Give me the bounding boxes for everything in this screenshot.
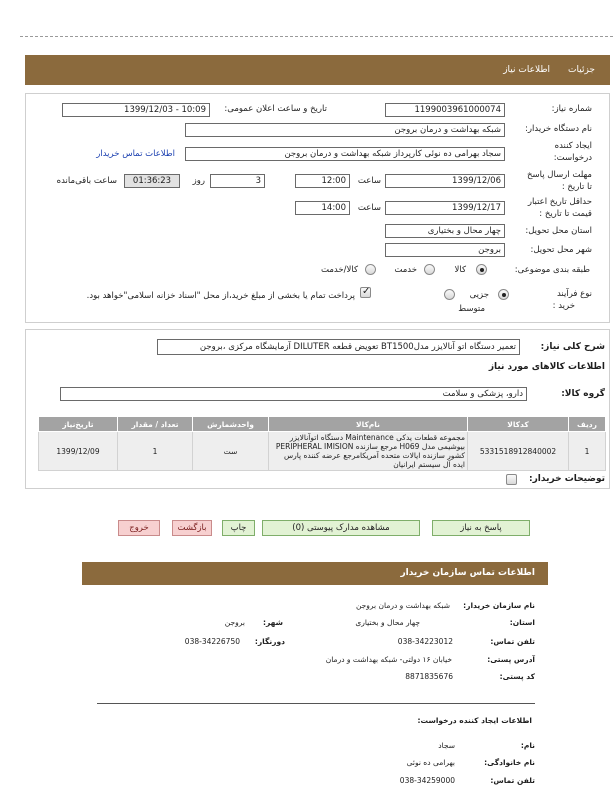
- print-button[interactable]: چاپ: [222, 520, 255, 536]
- radio-category-both-label: کالا/خدمت: [321, 265, 358, 275]
- creator-last-name-label: نام خانوادگی:: [484, 758, 535, 767]
- view-attachments-button[interactable]: مشاهده مدارک پیوستی (0): [262, 520, 420, 536]
- buyer-notes-label: توضیحات خریدار:: [529, 474, 605, 484]
- contact-divider: [97, 703, 535, 704]
- validity-date-field[interactable]: 1399/12/17: [385, 201, 505, 215]
- deadline-date-field[interactable]: 1399/12/06: [385, 174, 505, 188]
- table-row: [39, 432, 606, 471]
- province-field[interactable]: چهار محال و بختیاری: [385, 224, 505, 238]
- table-header-row: [39, 417, 606, 432]
- creator-phone-value: 038-34259000: [399, 776, 455, 785]
- need-number-field[interactable]: 1199003961000074: [385, 103, 505, 117]
- process-label-line2: خرید :: [552, 301, 575, 311]
- requester-field[interactable]: سجاد بهرامی ده نوئی کارپرداز شبکه بهداشت و درمان بروجن: [185, 147, 505, 161]
- deadline-time-label: ساعت: [357, 176, 381, 186]
- validity-label-line2: قیمت تا تاریخ :: [539, 209, 592, 219]
- cell-row-number: 1: [569, 432, 606, 471]
- description-field[interactable]: تعمیر دستگاه اتو آنالایزر مدلBT1500 تعویض قطعه DILUTER آزمایشگاه مرکزی ،بروجن: [157, 339, 520, 355]
- radio-category-goods[interactable]: [476, 264, 487, 275]
- buyer-contact-link[interactable]: اطلاعات تماس خریدار: [96, 149, 175, 159]
- contact-province-label: استان:: [509, 618, 535, 627]
- validity-time-field[interactable]: 14:00: [295, 201, 350, 215]
- col-header-code: کدکالا: [468, 417, 569, 432]
- radio-category-goods-label: کالا: [454, 265, 466, 275]
- cell-date: 1399/12/09: [39, 432, 118, 471]
- deadline-label-line2: تا تاریخ :: [561, 182, 592, 192]
- contact-address-label: آدرس پستی:: [487, 655, 535, 664]
- need-number-label: شماره نیاز:: [551, 104, 592, 114]
- col-header-date: تاریخ‌نیاز: [39, 417, 118, 432]
- back-button[interactable]: بازگشت: [172, 520, 212, 536]
- category-label: طبقه بندی موضوعی:: [514, 265, 590, 275]
- contact-fax-value: 038-34226750: [184, 637, 240, 646]
- header-bar: [25, 55, 610, 85]
- description-label: شرح کلی نیاز:: [540, 342, 605, 352]
- contact-header-bar: [82, 562, 548, 585]
- col-header-name: نام‌کالا: [269, 417, 468, 432]
- deadline-time-field[interactable]: 12:00: [295, 174, 350, 188]
- radio-process-minor-label: جزیی: [469, 290, 489, 300]
- process-label-line1: نوع فرآیند: [556, 289, 592, 299]
- cell-name: مجموعه قطعات یدکی Maintenance دستگاه اتوآنالایزر بیوشیمی مدل H069 مرجع سازنده PERIPHERAL IMISION کشور سازنده ایالات متحده آمریکامرجع عرضه کننده پارس ایده آل سیستم ایرانیان: [269, 432, 468, 471]
- buyer-org-field[interactable]: شبکه بهداشت و درمان بروجن: [185, 123, 505, 137]
- city-label: شهر محل تحویل:: [530, 245, 592, 255]
- contact-postal-value: 8871835676: [405, 672, 453, 681]
- creator-first-name-value: سجاد: [438, 741, 455, 750]
- respond-button[interactable]: پاسخ به نیاز: [432, 520, 530, 536]
- goods-group-field[interactable]: دارو، پزشکی و سلامت: [60, 387, 527, 401]
- announce-date-label: تاریخ و ساعت اعلان عمومی:: [224, 104, 327, 114]
- radio-category-both[interactable]: [365, 264, 376, 275]
- cell-code: 5331518912840002: [468, 432, 569, 471]
- radio-category-service-label: خدمت: [394, 265, 417, 275]
- contact-address-value: خیابان ۱۶ دولتی- شبکه بهداشت و درمان: [325, 655, 452, 664]
- contact-phone-label: تلفن تماس:: [490, 637, 535, 646]
- deadline-days-field[interactable]: 3: [210, 174, 265, 188]
- contact-city-value: بروجن: [224, 618, 245, 627]
- buyer-notes-checkbox[interactable]: [506, 474, 517, 485]
- requester-label-line2: درخواست:: [553, 153, 592, 163]
- radio-process-minor[interactable]: [498, 289, 509, 300]
- cell-unit: ست: [193, 432, 269, 471]
- creator-phone-label: تلفن تماس:: [490, 776, 535, 785]
- contact-org-label: نام سازمان خریدار:: [463, 601, 535, 610]
- exit-button[interactable]: خروج: [118, 520, 160, 536]
- radio-category-service[interactable]: [424, 264, 435, 275]
- remaining-time-display: 01:36:23: [124, 174, 180, 188]
- validity-time-label: ساعت: [357, 203, 381, 213]
- radio-process-medium-label: متوسط: [458, 304, 485, 314]
- days-label: روز: [192, 176, 205, 186]
- col-header-quantity: تعداد / مقدار: [118, 417, 193, 432]
- tab-need-info[interactable]: اطلاعات نیاز: [503, 65, 550, 75]
- goods-table: [38, 416, 606, 471]
- contact-city-label: شهر:: [263, 618, 283, 627]
- top-divider: [20, 36, 613, 37]
- validity-label-line1: حداقل تاریخ اعتبار: [527, 197, 592, 207]
- creator-last-name-value: بهرامی ده نوئی: [406, 758, 455, 767]
- contact-fax-label: دورنگار:: [254, 637, 285, 646]
- contact-org-value: شبکه بهداشت و درمان بروجن: [355, 601, 450, 610]
- cell-quantity: 1: [118, 432, 193, 471]
- city-field[interactable]: بروجن: [385, 243, 505, 257]
- announce-date-field[interactable]: 1399/12/03 - 10:09: [62, 103, 210, 117]
- creator-first-name-label: نام:: [520, 741, 535, 750]
- province-label: استان محل تحویل:: [525, 226, 592, 236]
- contact-title: اطلاعات تماس سازمان خریدار: [400, 568, 535, 578]
- remaining-time-label: ساعت باقی‌مانده: [56, 176, 117, 186]
- deadline-label-line1: مهلت ارسال پاسخ: [527, 170, 592, 180]
- goods-group-label: گروه کالا:: [561, 389, 605, 399]
- requester-label-line1: ایجاد کننده: [554, 141, 592, 151]
- goods-section-title: اطلاعات کالاهای مورد نیاز: [488, 362, 605, 372]
- col-header-unit: واحدشمارش: [193, 417, 269, 432]
- creator-title: اطلاعات ایجاد کننده درخواست:: [417, 716, 532, 725]
- contact-province-value: چهار محال و بختیاری: [355, 618, 420, 627]
- contact-phone-value: 038-34223012: [397, 637, 453, 646]
- treasury-text: پرداخت تمام یا بخشی از مبلغ خرید،از محل "اسناد خزانه اسلامی"خواهد بود.: [86, 291, 355, 301]
- tab-details[interactable]: جزئیات: [568, 65, 595, 75]
- col-header-row-number: ردیف: [569, 417, 606, 432]
- treasury-checkbox[interactable]: [360, 287, 371, 298]
- buyer-org-label: نام دستگاه خریدار:: [525, 124, 592, 134]
- contact-postal-label: کد پستی:: [499, 672, 535, 681]
- radio-process-medium[interactable]: [444, 289, 455, 300]
